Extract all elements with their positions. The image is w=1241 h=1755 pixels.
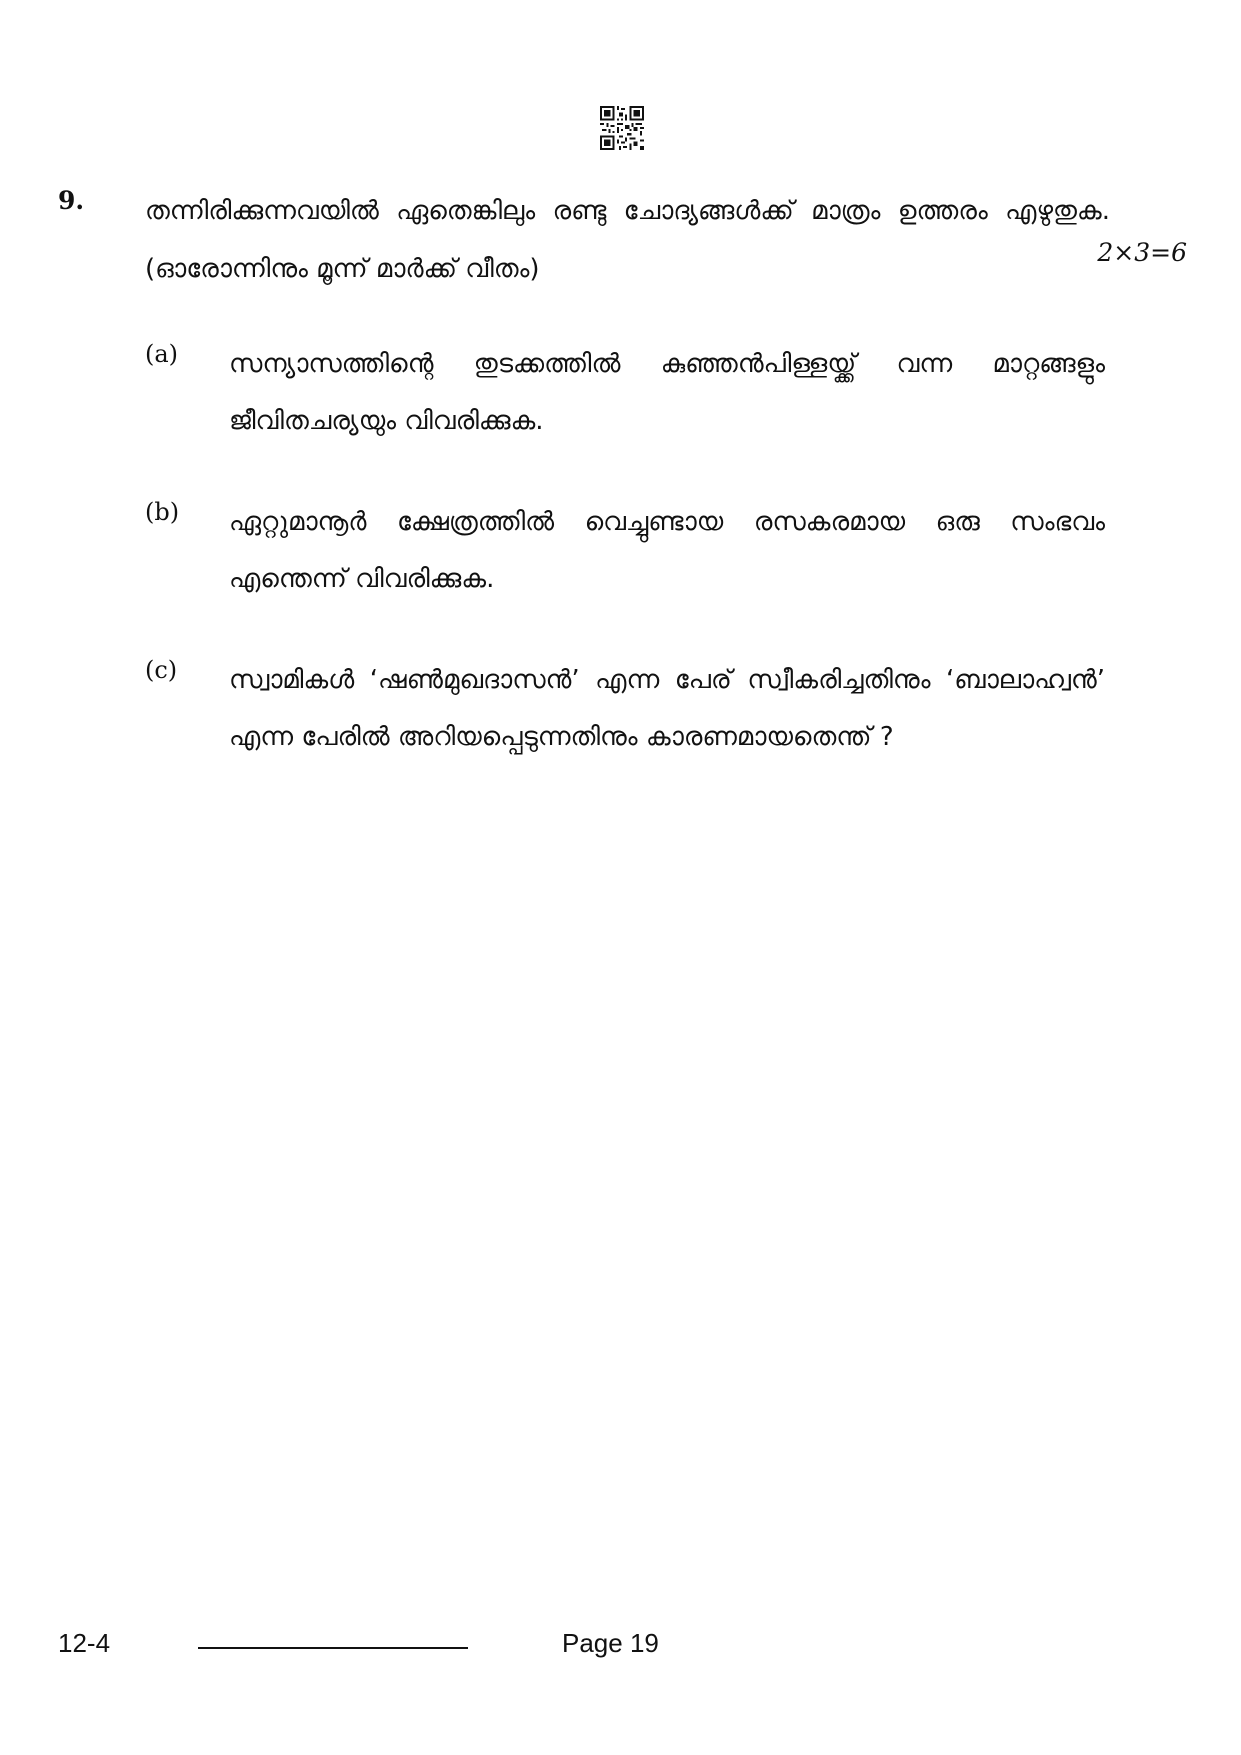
subquestion-label: (b) xyxy=(145,498,180,526)
subquestion-text: സ്വാമികൾ ‘ഷൺമുഖദാസൻ’ എന്ന പേര് സ്വീകരിച്ചതിനും ‘ബാലാഹ്വൻ’ എന്ന പേരിൽ അറിയപ്പെടുന്നതിനും കാരണമായതെന്ത് ? xyxy=(229,665,1105,752)
question-marks: 2×3=6 xyxy=(1097,238,1187,267)
subquestion-text: സന്യാസത്തിന്റെ തുടക്കത്തിൽ കുഞ്ഞൻപിള്ളയ്ക്ക് വന്ന മാറ്റങ്ങളും ജീവിതചര്യയും വിവരിക്കുക. xyxy=(229,349,1105,436)
qr-code-icon xyxy=(600,106,644,150)
paper-code: 12-4 xyxy=(58,1628,111,1658)
footer-divider xyxy=(198,1647,468,1649)
question-number: 9. xyxy=(58,186,85,215)
question-instruction: തന്നിരിക്കുന്നവയിൽ ഏതെങ്കിലും രണ്ടു ചോദ്യങ്ങൾക്ക് മാത്രം ഉത്തരം എഴുതുക. (ഓരോന്നിനും മൂന്ന് മാർക്ക് വീതം) xyxy=(145,196,1110,284)
subquestion-label: (a) xyxy=(145,340,179,368)
subquestion-text: ഏറ്റുമാനൂർ ക്ഷേത്രത്തിൽ വെച്ചുണ്ടായ രസകരമായ ഒരു സംഭവം എന്തെന്ന് വിവരിക്കുക. xyxy=(229,507,1105,594)
page-number: Page 19 xyxy=(562,1628,659,1658)
subquestion-label: (c) xyxy=(145,656,178,684)
